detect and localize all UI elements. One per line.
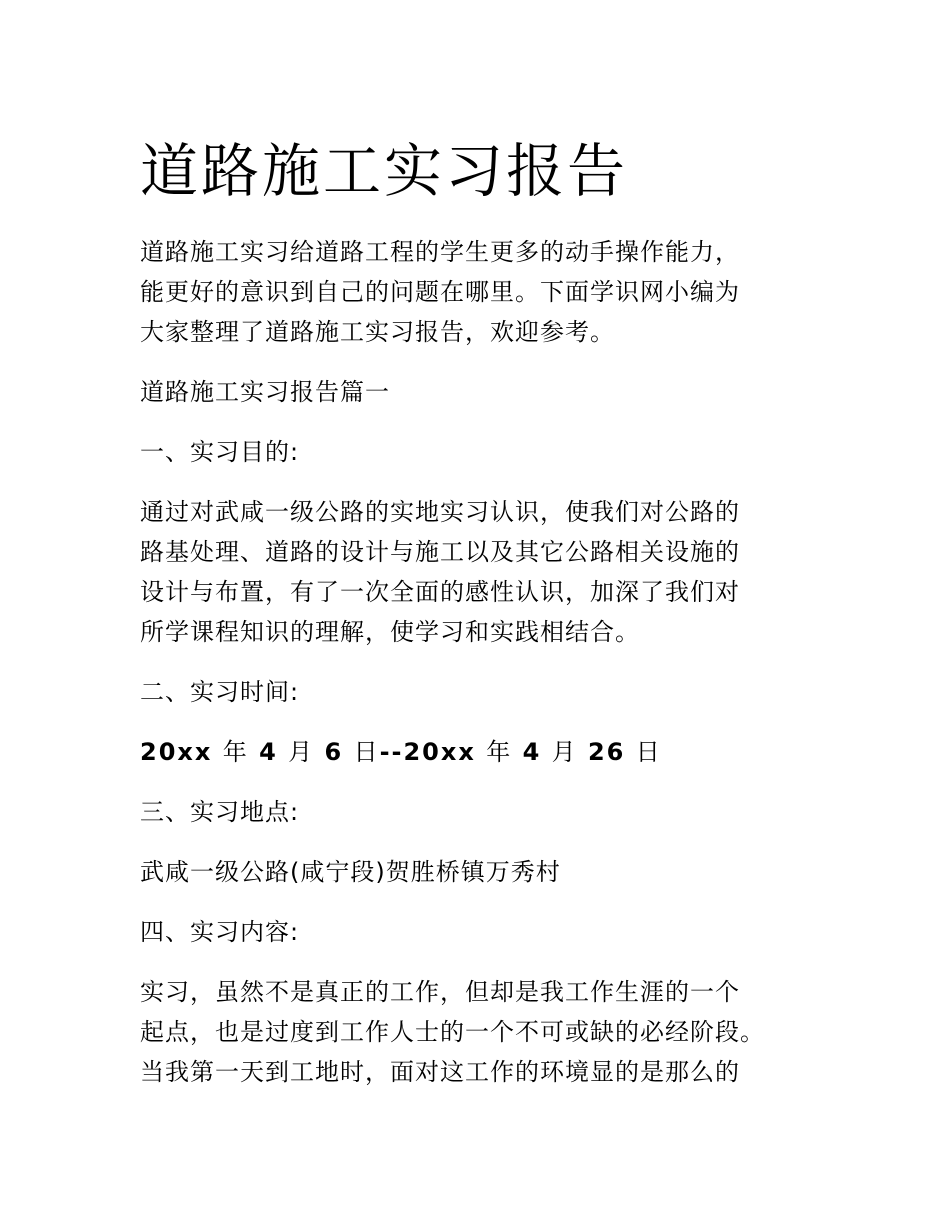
date-separator: -- — [379, 738, 404, 766]
document-body — [140, 132, 820, 1112]
end-year: 20xx — [403, 738, 476, 766]
heading-content-text: 四、实习内容: — [140, 918, 300, 946]
day-char: 日 — [353, 738, 380, 766]
heading-location-text: 三、实习地点: — [140, 798, 300, 826]
heading-time-text: 二、实习时间: — [140, 678, 300, 706]
purpose-line: 路基处理、道路的设计与施工以及其它公路相关设施的 — [140, 538, 740, 566]
location-paragraph — [140, 852, 820, 892]
intro-line: 能更好的意识到自己的问题在哪里。下面学识网小编为 — [140, 278, 740, 306]
heading-purpose-text: 一、实习目的: — [140, 438, 300, 466]
purpose-line: 设计与布置，有了一次全面的感性认识，加深了我们对 — [140, 578, 740, 606]
intro-line: 道路施工实习给道路工程的学生更多的动手操作能力， — [140, 238, 740, 266]
intro-line: 大家整理了道路施工实习报告，欢迎参考。 — [140, 318, 615, 346]
start-year: 20xx — [140, 738, 213, 766]
date-range — [140, 732, 820, 772]
section-title-text: 道路施工实习报告篇一 — [140, 378, 390, 406]
month-char: 月 — [288, 738, 315, 766]
date-range-line — [140, 732, 820, 772]
intro-paragraph — [140, 232, 820, 352]
heading-time — [140, 672, 820, 712]
section-title — [140, 372, 820, 412]
heading-location — [140, 792, 820, 832]
purpose-paragraph — [140, 492, 820, 652]
end-month: 4 — [522, 738, 542, 766]
heading-content — [140, 912, 820, 952]
content-line: 实习，虽然不是真正的工作，但却是我工作生涯的一个 — [140, 978, 740, 1006]
content-line: 当我第一天到工地时，面对这工作的环境显的是那么的 — [140, 1058, 740, 1086]
day-char: 日 — [635, 738, 662, 766]
month-char: 月 — [551, 738, 578, 766]
start-day: 6 — [324, 738, 344, 766]
end-day: 26 — [587, 738, 626, 766]
year-char: 年 — [486, 738, 513, 766]
heading-purpose — [140, 432, 820, 472]
content-paragraph — [140, 972, 820, 1092]
document-title: 道路施工实习报告 — [140, 137, 629, 205]
start-month: 4 — [259, 738, 278, 766]
location-text: 武咸一级公路(咸宁段)贺胜桥镇万秀村 — [140, 858, 561, 886]
purpose-line: 所学课程知识的理解，使学习和实践相结合。 — [140, 618, 640, 646]
year-char: 年 — [222, 738, 249, 766]
purpose-line: 通过对武咸一级公路的实地实习认识，使我们对公路的 — [140, 498, 740, 526]
content-line: 起点，也是过度到工作人士的一个不可或缺的必经阶段。 — [140, 1018, 765, 1046]
